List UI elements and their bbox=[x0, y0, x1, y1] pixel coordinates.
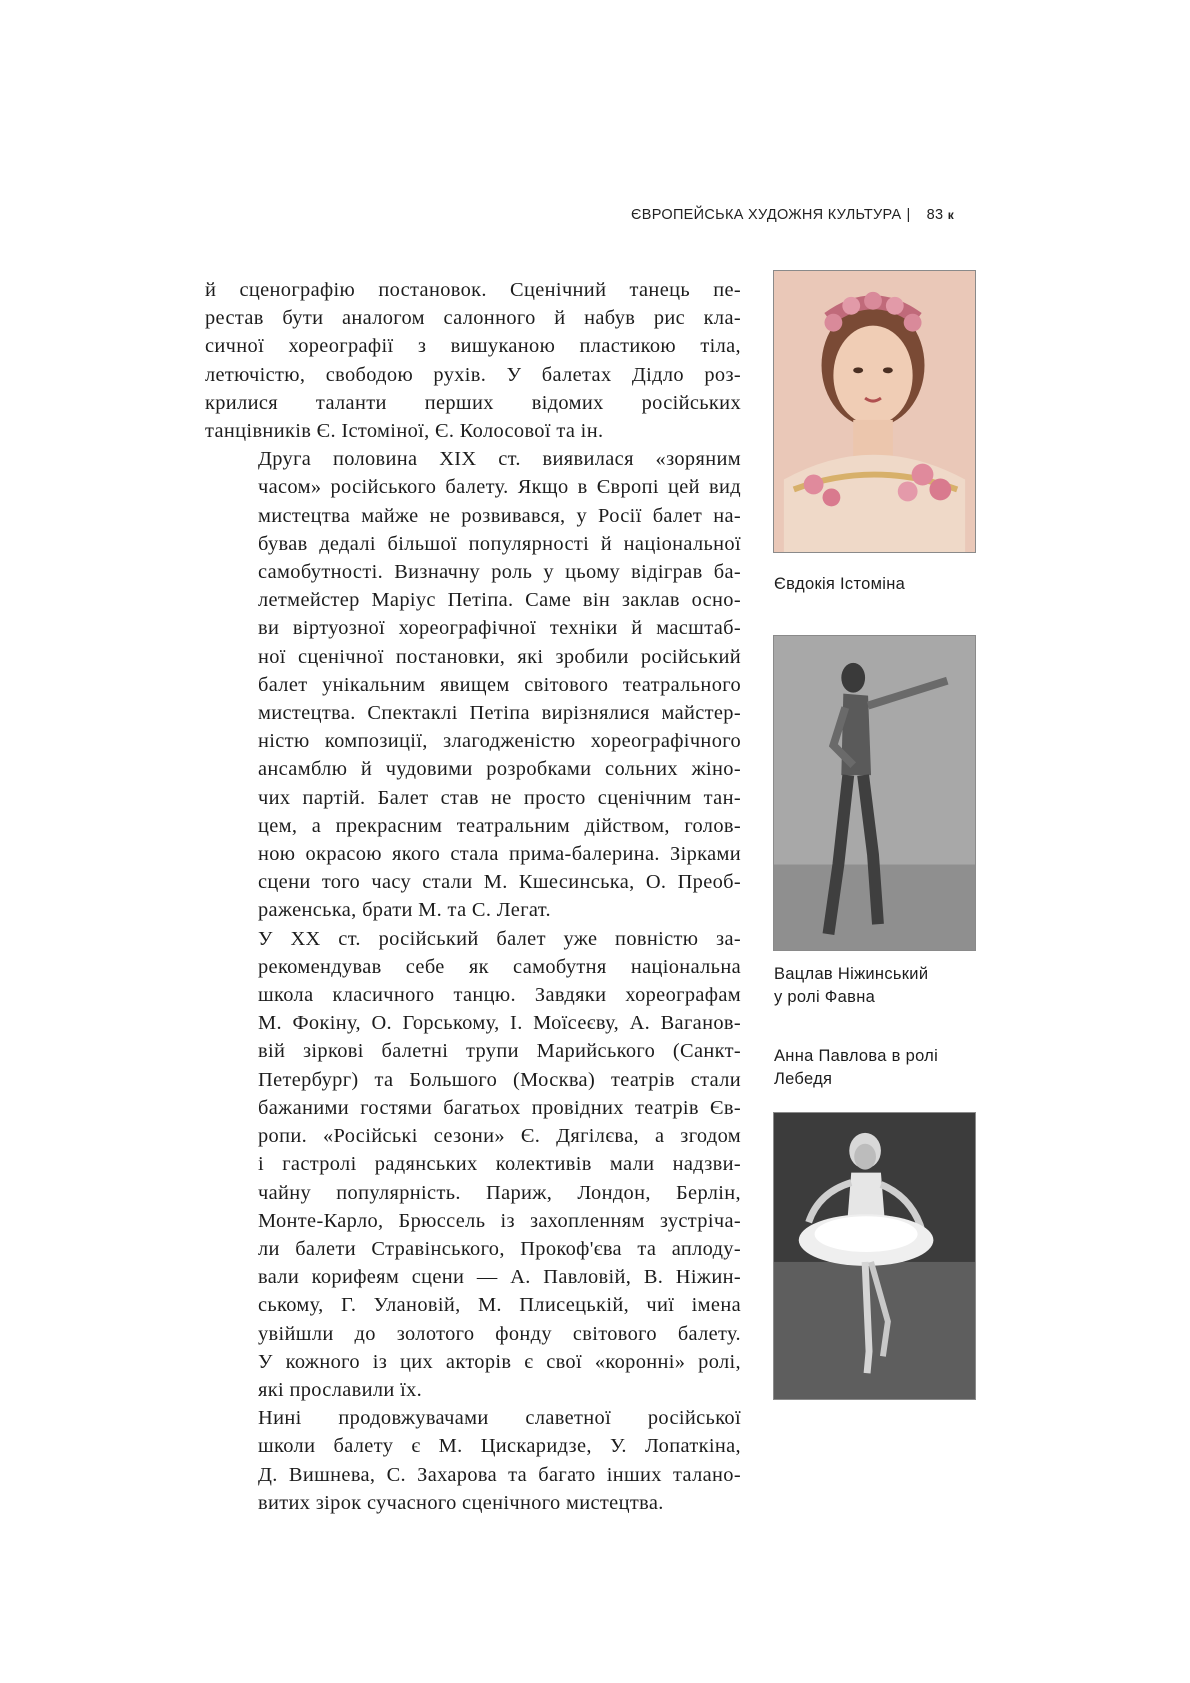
text-line: чих партій. Балет став не просто сценічним тан- bbox=[258, 786, 741, 809]
page-number-value: 83 bbox=[926, 207, 944, 223]
header-separator: | bbox=[906, 207, 911, 223]
text-line: самобутності. Визначну роль у цьому відіграв ба- bbox=[258, 561, 741, 584]
text-line: сичної хореографії з вишуканою пластикою тіла, bbox=[205, 335, 741, 358]
text-line: ністю композиції, злагодженістю хореографічного bbox=[258, 730, 741, 753]
text-line: ансамблю й чудовими розробками сольних жіно- bbox=[258, 758, 741, 781]
dancer-photo-icon bbox=[774, 636, 975, 950]
text-line: рекомендував себе як самобутня національна bbox=[258, 955, 741, 978]
text-line: увійшли до золотого фонду світового балету. bbox=[258, 1322, 741, 1345]
pavlova-caption bbox=[774, 1045, 989, 1091]
text-line: бажаними гостями багатьох провідних театрів Єв- bbox=[258, 1096, 741, 1119]
pavlova-caption-line: Анна Павлова в ролі bbox=[774, 1047, 939, 1065]
text-line: які прославили їх. bbox=[258, 1378, 423, 1401]
text-line: балет унікальним явищем світового театрального bbox=[258, 673, 741, 696]
text-line: Д. Вишнева, С. Захарова та багато інших талано- bbox=[258, 1463, 741, 1486]
text-line: летмейстер Маріус Петіпа. Саме він заклав осно- bbox=[258, 589, 741, 612]
body-paragraph bbox=[205, 1404, 741, 1517]
pavlova-photo bbox=[773, 1112, 976, 1400]
text-line: танцівників Є. Істоміної, Є. Колосової та ін. bbox=[205, 420, 604, 443]
text-line: крилися таланти перших відомих російських bbox=[205, 391, 741, 414]
body-paragraph bbox=[205, 276, 741, 445]
main-text bbox=[205, 276, 741, 1517]
nijinsky-caption bbox=[774, 963, 989, 1009]
text-line: мистецтва майже не розвивався, у Росії балет на- bbox=[258, 504, 741, 527]
text-line: ви віртуозної хореографічної техніки й масштаб- bbox=[258, 617, 741, 640]
text-line: Монте-Карло, Брюссель із захопленням зустріча- bbox=[258, 1209, 741, 1232]
text-line: й сценографію постановок. Сценічний танець пе- bbox=[205, 279, 741, 301]
text-line: сцени того часу стали М. Кшесинська, О. Преоб- bbox=[258, 871, 741, 894]
text-line: М. Фокіну, О. Горському, І. Моїсеєву, А. Ваганов- bbox=[258, 1012, 741, 1035]
text-line: ропи. «Російські сезони» Є. Дягілєва, а згодом bbox=[258, 1125, 741, 1148]
text-line: рестав бути аналогом салонного й набув рис кла- bbox=[205, 307, 741, 330]
text-line: ському, Г. Улановій, М. Плисецькій, чиї імена bbox=[258, 1294, 741, 1317]
istomina-caption: Євдокія Істоміна bbox=[774, 575, 906, 593]
page-mark: к bbox=[947, 208, 954, 222]
ballerina-photo-icon bbox=[774, 1113, 975, 1399]
nijinsky-caption-line: у ролі Фавна bbox=[774, 988, 876, 1006]
text-line: летючістю, свободою рухів. У балетах Дідло роз- bbox=[205, 363, 741, 386]
text-line: школа класичного танцю. Завдяки хореографам bbox=[258, 984, 741, 1007]
text-line: ли балети Стравінського, Прокоф'єва та аплоду- bbox=[258, 1237, 741, 1260]
istomina-portrait bbox=[773, 270, 976, 553]
text-line: чайну популярність. Париж, Лондон, Берлін, bbox=[258, 1181, 741, 1204]
text-line: ною окрасою якого стала прима-балерина. Зірками bbox=[258, 843, 741, 866]
text-line: Нині продовжувачами славетної російської bbox=[258, 1407, 741, 1430]
text-line: вій зіркові балетні трупи Марийського (Санкт- bbox=[258, 1040, 741, 1063]
text-line: витих зірок сучасного сценічного мистецтва. bbox=[258, 1491, 664, 1514]
nijinsky-caption-line: Вацлав Ніжинський bbox=[774, 965, 929, 983]
text-line: бував дедалі більшої популярності й національної bbox=[258, 532, 741, 555]
pavlova-caption-line: Лебедя bbox=[774, 1070, 833, 1088]
text-line: ної сценічної постановки, які зробили російський bbox=[258, 645, 741, 668]
portrait-painting-icon bbox=[774, 271, 975, 552]
text-line: цем, а прекрасним театральним дійством, голов- bbox=[258, 814, 741, 837]
text-line: Друга половина XIX ст. виявилася «зоряним bbox=[258, 448, 741, 471]
text-line: У XX ст. російський балет уже повністю за- bbox=[258, 927, 741, 950]
running-head bbox=[520, 207, 954, 223]
text-line: школи балету є М. Цискаридзе, У. Лопаткіна, bbox=[258, 1435, 741, 1458]
page-number bbox=[927, 207, 954, 223]
body-paragraph bbox=[205, 925, 741, 1404]
text-line: вали корифеям сцени — А. Павловій, В. Ніжин- bbox=[258, 1266, 741, 1289]
text-line: У кожного із цих акторів є свої «коронні» ролі, bbox=[258, 1350, 741, 1373]
text-line: раженська, брати М. та С. Легат. bbox=[258, 899, 551, 922]
text-line: мистецтва. Спектаклі Петіпа вирізнялися майстер- bbox=[258, 702, 741, 725]
section-title: ЄВРОПЕЙСЬКА ХУДОЖНЯ КУЛЬТУРА bbox=[631, 207, 902, 223]
body-paragraph bbox=[205, 445, 741, 924]
text-line: Петербург) та Большого (Москва) театрів стали bbox=[258, 1068, 741, 1091]
nijinsky-photo bbox=[773, 635, 976, 951]
text-line: і гастролі радянських колективів мали надзви- bbox=[258, 1153, 741, 1176]
text-line: часом» російського балету. Якщо в Європі цей вид bbox=[258, 476, 741, 499]
